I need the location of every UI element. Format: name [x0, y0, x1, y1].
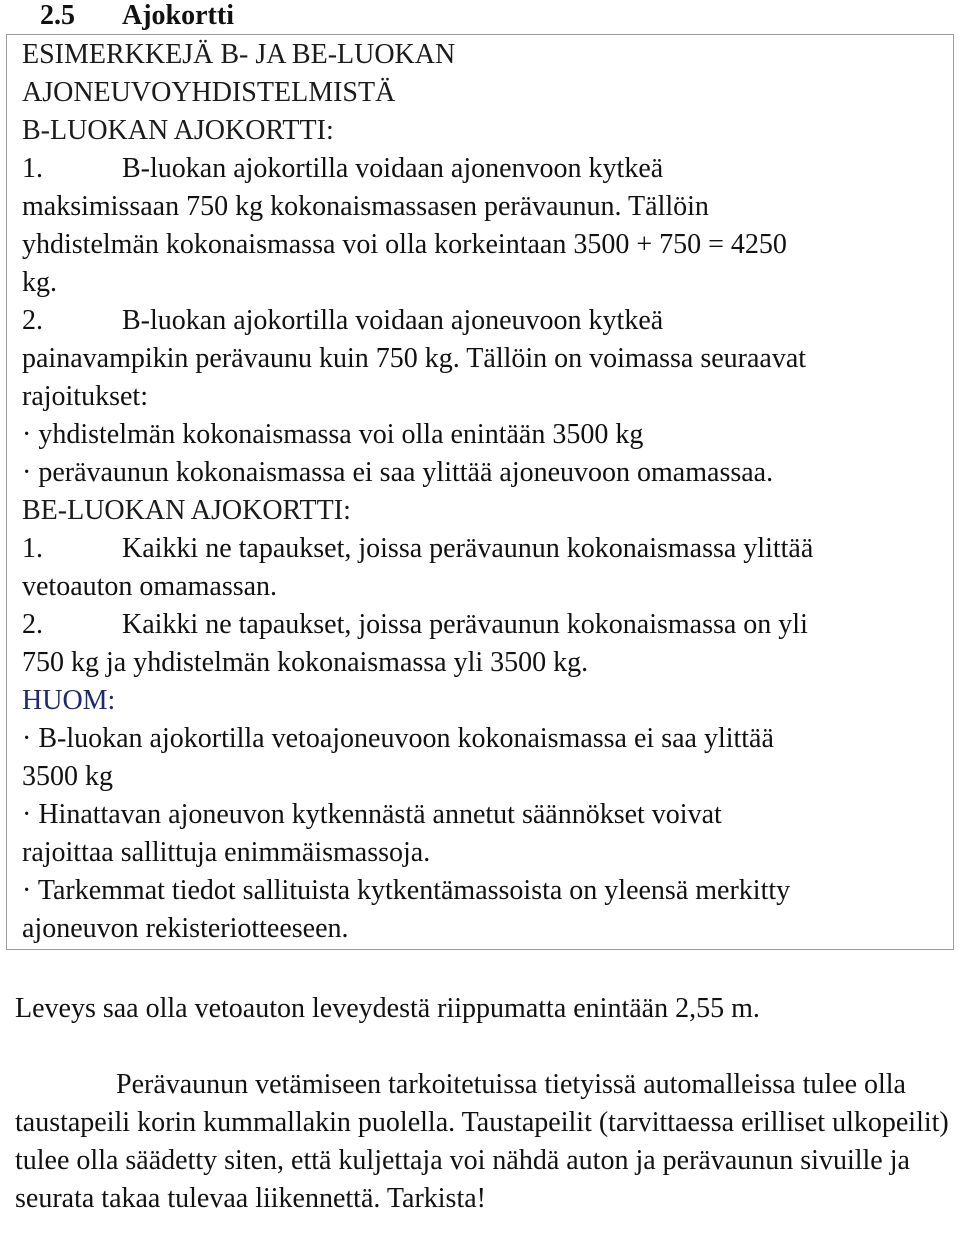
be-item-1-number: 1.: [22, 533, 43, 564]
section-title: Ajokortti: [122, 0, 234, 31]
huom-bullet-3-line-1: · Tarkemmat tiedot sallituista kytkentämassoista on yleensä merkitty: [22, 875, 791, 906]
b-item-2-line-2: painavampikin perävaunu kuin 750 kg. Tällöin on voimassa seuraavat: [22, 343, 807, 374]
b-item-1-number: 1.: [22, 153, 43, 184]
be-item-2-line-1: [22, 609, 808, 641]
b-item-1-line-1: [22, 153, 663, 185]
b-item-2-text: B-luokan ajokortilla voidaan ajoneuvoon kytkeä: [122, 305, 664, 336]
b-item-2-line-3: rajoitukset:: [22, 381, 148, 412]
be-item-2-text: Kaikki ne tapaukset, joissa perävaunun kokonaismassa on yli: [122, 609, 808, 640]
b-class-heading: B-LUOKAN AJOKORTTI:: [22, 115, 334, 146]
be-item-2-number: 2.: [22, 609, 43, 640]
b-item-1-line-4: kg.: [22, 267, 57, 298]
b-item-1-text: B-luokan ajokortilla voidaan ajonenvoon kytkeä: [122, 153, 664, 184]
huom-bullet-1-line-2: 3500 kg: [22, 761, 113, 792]
box-heading-line-2: AJONEUVOYHDISTELMISTÄ: [22, 77, 396, 108]
section-number: 2.5: [40, 0, 75, 31]
huom-bullet-3-line-2: ajoneuvon rekisteriotteeseen.: [22, 913, 349, 944]
b-item-2-bullet-2: · perävaunun kokonaismassa ei saa ylittää ajoneuvoon omamassaa.: [22, 457, 774, 488]
b-item-1-line-2: maksimissaan 750 kg kokonaismassasen perävaunun. Tällöin: [22, 191, 709, 222]
b-item-1-line-3: yhdistelmän kokonaismassa voi olla korkeintaan 3500 + 750 = 4250: [22, 229, 787, 260]
huom-heading: HUOM:: [22, 685, 116, 716]
b-item-2-number: 2.: [22, 305, 43, 336]
be-item-1-text: Kaikki ne tapaukset, joissa perävaunun kokonaismassa ylittää: [122, 533, 814, 564]
width-note: Leveys saa olla vetoauton leveydestä riippumatta enintään 2,55 m.: [15, 993, 760, 1024]
b-item-2-line-1: [22, 305, 663, 337]
box-heading-line-1: ESIMERKKEJÄ B- JA BE-LUOKAN: [22, 39, 456, 70]
section-heading: [40, 0, 234, 32]
mirror-paragraph: Perävaunun vetämiseen tarkoitetuissa tietyissä automalleissa tulee olla taustapeili korin kummallakin puolella. Taustapeilit (tarvittaessa erilliset ulkopeilit) tulee olla säädetty siten, että kuljettaja voi nähdä auton ja perävaunun sivuille ja seurata takaa tulevaa liikennettä. Tarkista!: [15, 1069, 949, 1214]
b-item-2-bullet-1: · yhdistelmän kokonaismassa voi olla enintään 3500 kg: [22, 419, 644, 450]
huom-bullet-1-line-1: · B-luokan ajokortilla vetoajoneuvoon kokonaismassa ei saa ylittää: [22, 723, 774, 754]
be-item-1-line-2: vetoauton omamassan.: [22, 571, 278, 602]
huom-bullet-2-line-2: rajoittaa sallittuja enimmäismassoja.: [22, 837, 431, 868]
be-item-1-line-1: [22, 533, 813, 565]
be-item-2-line-2: 750 kg ja yhdistelmän kokonaismassa yli 3500 kg.: [22, 647, 589, 678]
example-box: [6, 34, 954, 950]
be-class-heading: BE-LUOKAN AJOKORTTI:: [22, 495, 351, 526]
huom-bullet-2-line-1: · Hinattavan ajoneuvon kytkennästä annetut säännökset voivat: [22, 799, 722, 830]
